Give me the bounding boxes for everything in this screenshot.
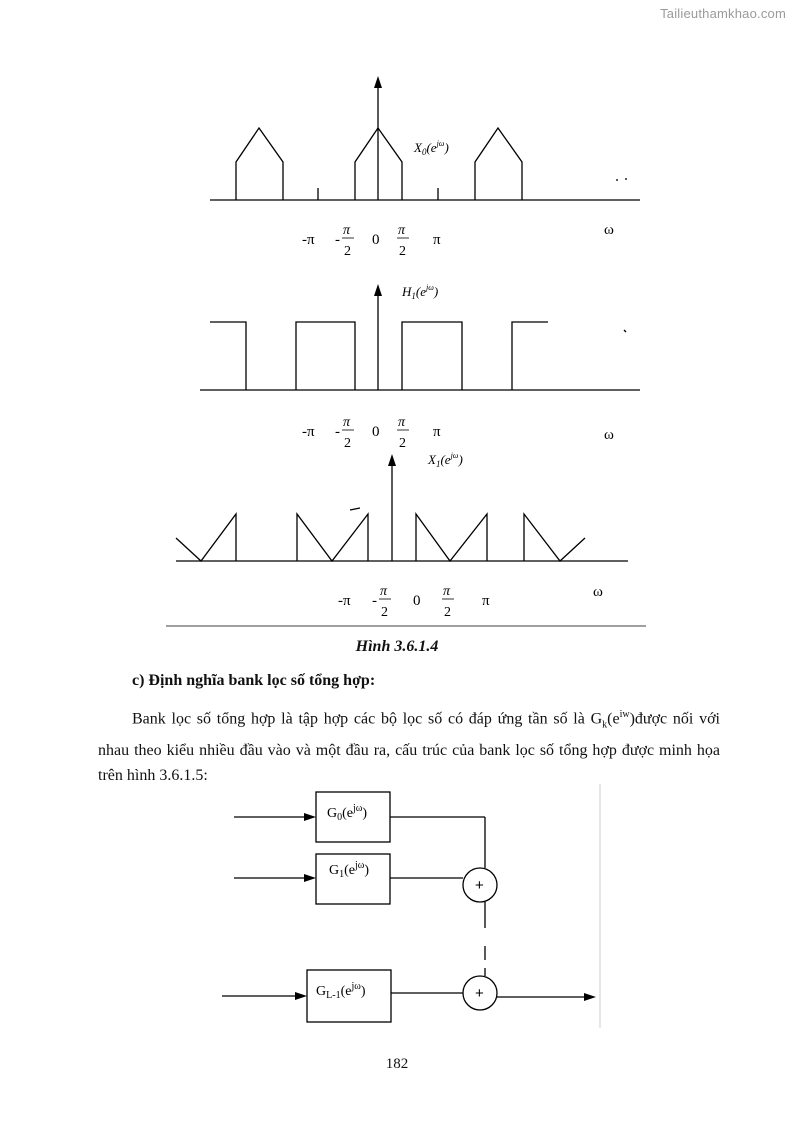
svg-text:π: π: [433, 424, 441, 440]
svg-text:2: 2: [344, 244, 351, 259]
svg-text:π: π: [443, 584, 451, 599]
plot2-omega: ω: [604, 427, 614, 443]
section-heading: c) Định nghĩa bank lọc số tổng hợp:: [132, 672, 376, 689]
svg-text:2: 2: [344, 436, 351, 451]
svg-text:0: 0: [372, 232, 380, 248]
svg-text:0: 0: [413, 593, 421, 609]
plot1-spectrum: [210, 76, 640, 200]
plot3-speck: [350, 508, 360, 510]
svg-text:π: π: [343, 223, 351, 238]
watermark: Tailieuthamkhao.com: [660, 6, 786, 21]
svg-text:π: π: [398, 223, 406, 238]
plot3-arrowhead: [388, 454, 396, 466]
plot2-band-1: [210, 322, 246, 390]
block-g1-label: $G_1(e^{j\omega})$: [329, 860, 370, 880]
plot1-lobe-left: [236, 128, 283, 200]
svg-text:π: π: [482, 593, 490, 609]
plot2-arrowhead: [374, 284, 382, 296]
adder-2-symbol: +: [475, 985, 484, 1002]
plot3-seg-3: [416, 514, 487, 561]
page-number: 182: [385, 1056, 409, 1072]
plot1-omega: ω: [604, 222, 614, 238]
svg-text:0: 0: [372, 424, 380, 440]
plot1-label: $X_0(e^{j\omega})$: [414, 139, 449, 157]
plot2-label: $H_1(e^{j\omega})$: [402, 283, 439, 301]
svg-text:2: 2: [381, 605, 388, 620]
svg-text:-π: -π: [338, 593, 351, 609]
svg-text:-: -: [372, 593, 377, 609]
plot3-label: $X_1(e^{j\omega})$: [428, 451, 463, 469]
plot3-seg-1: [176, 514, 236, 561]
plot3-omega: ω: [593, 584, 603, 600]
plot2-band-3: [402, 322, 462, 390]
svg-text:2: 2: [399, 436, 406, 451]
plot2-speck: [624, 330, 626, 332]
block-g0-label: $G_0(e^{j\omega})$: [327, 803, 368, 823]
svg-text:π: π: [343, 415, 351, 430]
output-arrowhead: [584, 993, 596, 1001]
svg-text:2: 2: [399, 244, 406, 259]
svg-text:-: -: [335, 424, 340, 440]
block-gl-label: $G_{L-1}(e^{j\omega})$: [316, 981, 366, 1001]
svg-text:2: 2: [444, 605, 451, 620]
plot2-band-4: [512, 322, 548, 390]
plot2-response: [200, 284, 640, 390]
plot1-lobe-right: [475, 128, 522, 200]
svg-text:π: π: [380, 584, 388, 599]
plot1-tick-neg-pi-label: -π: [302, 232, 315, 248]
svg-text:π: π: [433, 232, 441, 248]
plot3-seg-4: [524, 514, 585, 561]
adder-1-symbol: +: [475, 877, 484, 894]
svg-text:π: π: [398, 415, 406, 430]
svg-text:-π: -π: [302, 424, 315, 440]
plot2-band-2: [296, 322, 355, 390]
plot1-arrowhead: [374, 76, 382, 88]
plot3-seg-2: [297, 514, 368, 561]
svg-text:-: -: [335, 232, 340, 248]
plot3-spectrum: [176, 454, 628, 561]
figure-caption: Hình 3.6.1.4: [355, 638, 439, 655]
body-paragraph: Bank lọc số tổng hợp là tập hợp các bộ lọc số có đáp ứng tần số là $G_k(e^{iw})được$ nối với nhau theo kiểu nhiều đầu vào và một đầu ra, cấu trúc của bank lọc số tổng hợp được minh họa trên hình 3.6.1.5:: [98, 709, 720, 784]
block-g1: [316, 854, 390, 904]
synthesis-bank-diagram: [222, 784, 600, 1028]
